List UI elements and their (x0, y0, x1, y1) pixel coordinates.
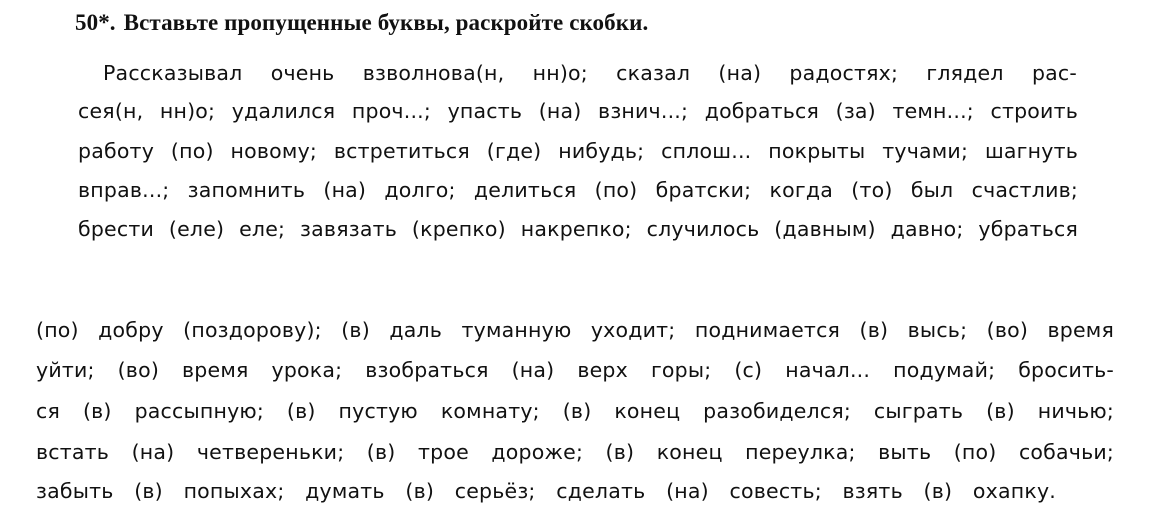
exercise-instruction: Вставьте пропущенные буквы, раскройте скобки. (123, 10, 649, 35)
text-line: Рассказывал очень взволнова(н, нн)о; сказал (на) радостях; глядел рас- (103, 61, 1077, 85)
text-line: встать (на) четвереньки; (в) трое дороже; (в) конец переулка; выть (по) собачьи; (36, 440, 1114, 464)
text-line: забыть (в) попыхах; думать (в) серьёз; сделать (на) совесть; взять (в) охапку. (36, 479, 1056, 503)
exercise-heading (75, 8, 648, 38)
text-line: сея(н, нн)о; удалился проч...; упасть (на) взнич...; добраться (за) темн...; строить (78, 99, 1078, 123)
text-line: ся (в) рассыпную; (в) пустую комнату; (в) конец разобиделся; сыграть (в) ничью; (36, 399, 1114, 423)
text-line: работу (по) новому; встретиться (где) нибудь; сплош... покрыты тучами; шагнуть (78, 139, 1078, 163)
exercise-number: 50*. (75, 10, 116, 35)
text-line: вправ...; запомнить (на) долго; делиться (по) братски; когда (то) был счастлив; (78, 178, 1078, 202)
text-line: (по) добру (поздорову); (в) даль туманную уходит; поднимается (в) высь; (во) время (36, 318, 1114, 342)
text-line: брести (еле) еле; завязать (крепко) накрепко; случилось (давным) давно; убраться (78, 217, 1078, 241)
text-line: уйти; (во) время урока; взобраться (на) верх горы; (с) начал... подумай; бросить- (36, 358, 1114, 382)
